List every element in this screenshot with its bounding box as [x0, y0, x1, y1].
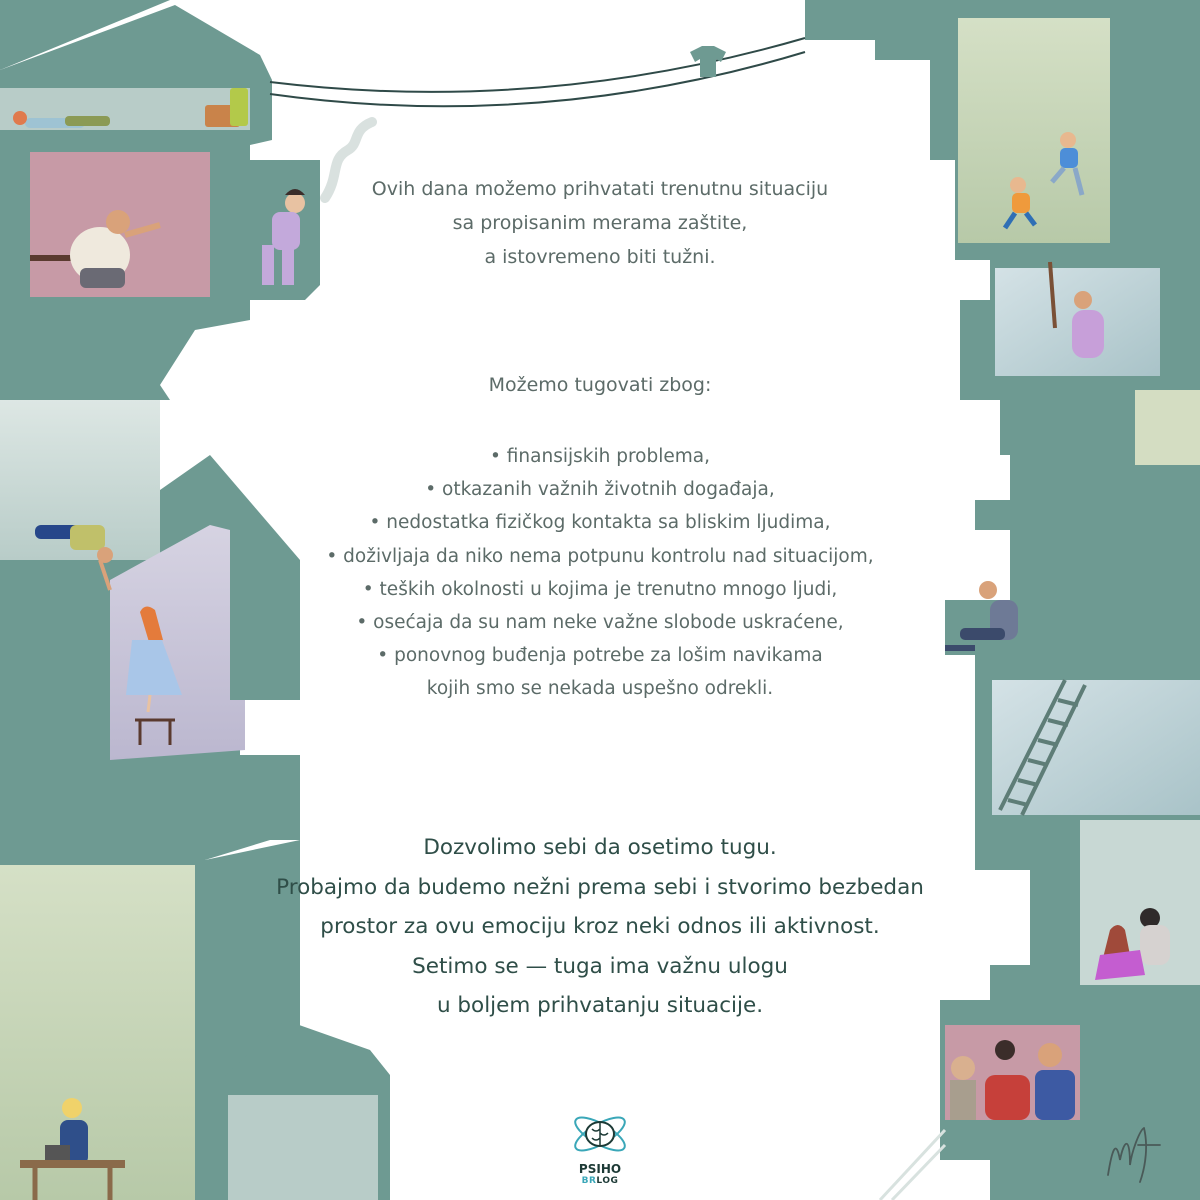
- closing-line: Setimo se — tuga ima važnu ulogu: [412, 953, 788, 979]
- list-item: • osećaja da su nam neke važne slobode uskraćene,: [356, 612, 844, 634]
- intro-text: [260, 172, 940, 274]
- brain-atom-icon: [568, 1105, 632, 1163]
- logo-text-top: PSIHO: [578, 1162, 622, 1176]
- intro-line: a istovremeno biti tužni.: [484, 246, 716, 268]
- list-item: kojih smo se nekada uspešno odrekli.: [426, 678, 774, 700]
- logo-text-rest: LOG: [596, 1176, 619, 1186]
- window-bottom-left: [0, 865, 195, 1200]
- laundry-shirt-icon: [690, 46, 726, 77]
- closing-line: prostor za ovu emociju kroz neki odnos ili aktivnost.: [320, 914, 880, 939]
- intro-line: Ovih dana možemo prihvatati trenutnu situaciju: [371, 178, 829, 200]
- power-lines: [270, 38, 805, 106]
- logo-text-accent: BR: [581, 1176, 597, 1186]
- logo-text-bottom: [562, 1175, 638, 1187]
- window-bottom-house: [228, 1095, 378, 1200]
- causes-title: Možemo tugovati zbog:: [488, 374, 712, 396]
- artist-signature-icon: [1100, 1120, 1170, 1190]
- closing-line: u boljem prihvatanju situacije.: [436, 993, 764, 1018]
- stair-railing-icon: [880, 1130, 945, 1200]
- window-kids: [958, 18, 1110, 243]
- closing-line: Probajmo da budemo nežni prema sebi i stvorimo bezbedan: [276, 874, 924, 900]
- list-item: • nedostatka fizičkog kontakta sa bliskim ljudima,: [369, 512, 831, 534]
- list-item: • otkazanih važnih životnih događaja,: [425, 479, 775, 501]
- list-item: • teških okolnosti u kojima je trenutno mnogo ljudi,: [362, 578, 838, 600]
- window-right-small: [1135, 390, 1200, 465]
- psihobrlog-logo: [562, 1105, 638, 1195]
- list-item: • finansijskih problema,: [489, 446, 710, 467]
- causes-heading: [260, 368, 940, 402]
- closing-line: Dozvolimo sebi da osetimo tugu.: [423, 835, 777, 860]
- window-ladder: [992, 680, 1200, 815]
- causes-list: [260, 440, 940, 706]
- list-item: • ponovnog buđenja potrebe za lošim navikama: [377, 645, 823, 667]
- list-item: • doživljaja da niko nema potpunu kontrolu nad situacijom,: [326, 545, 874, 567]
- closing-text: [250, 828, 950, 1026]
- intro-line: sa propisanim merama zaštite,: [452, 212, 748, 234]
